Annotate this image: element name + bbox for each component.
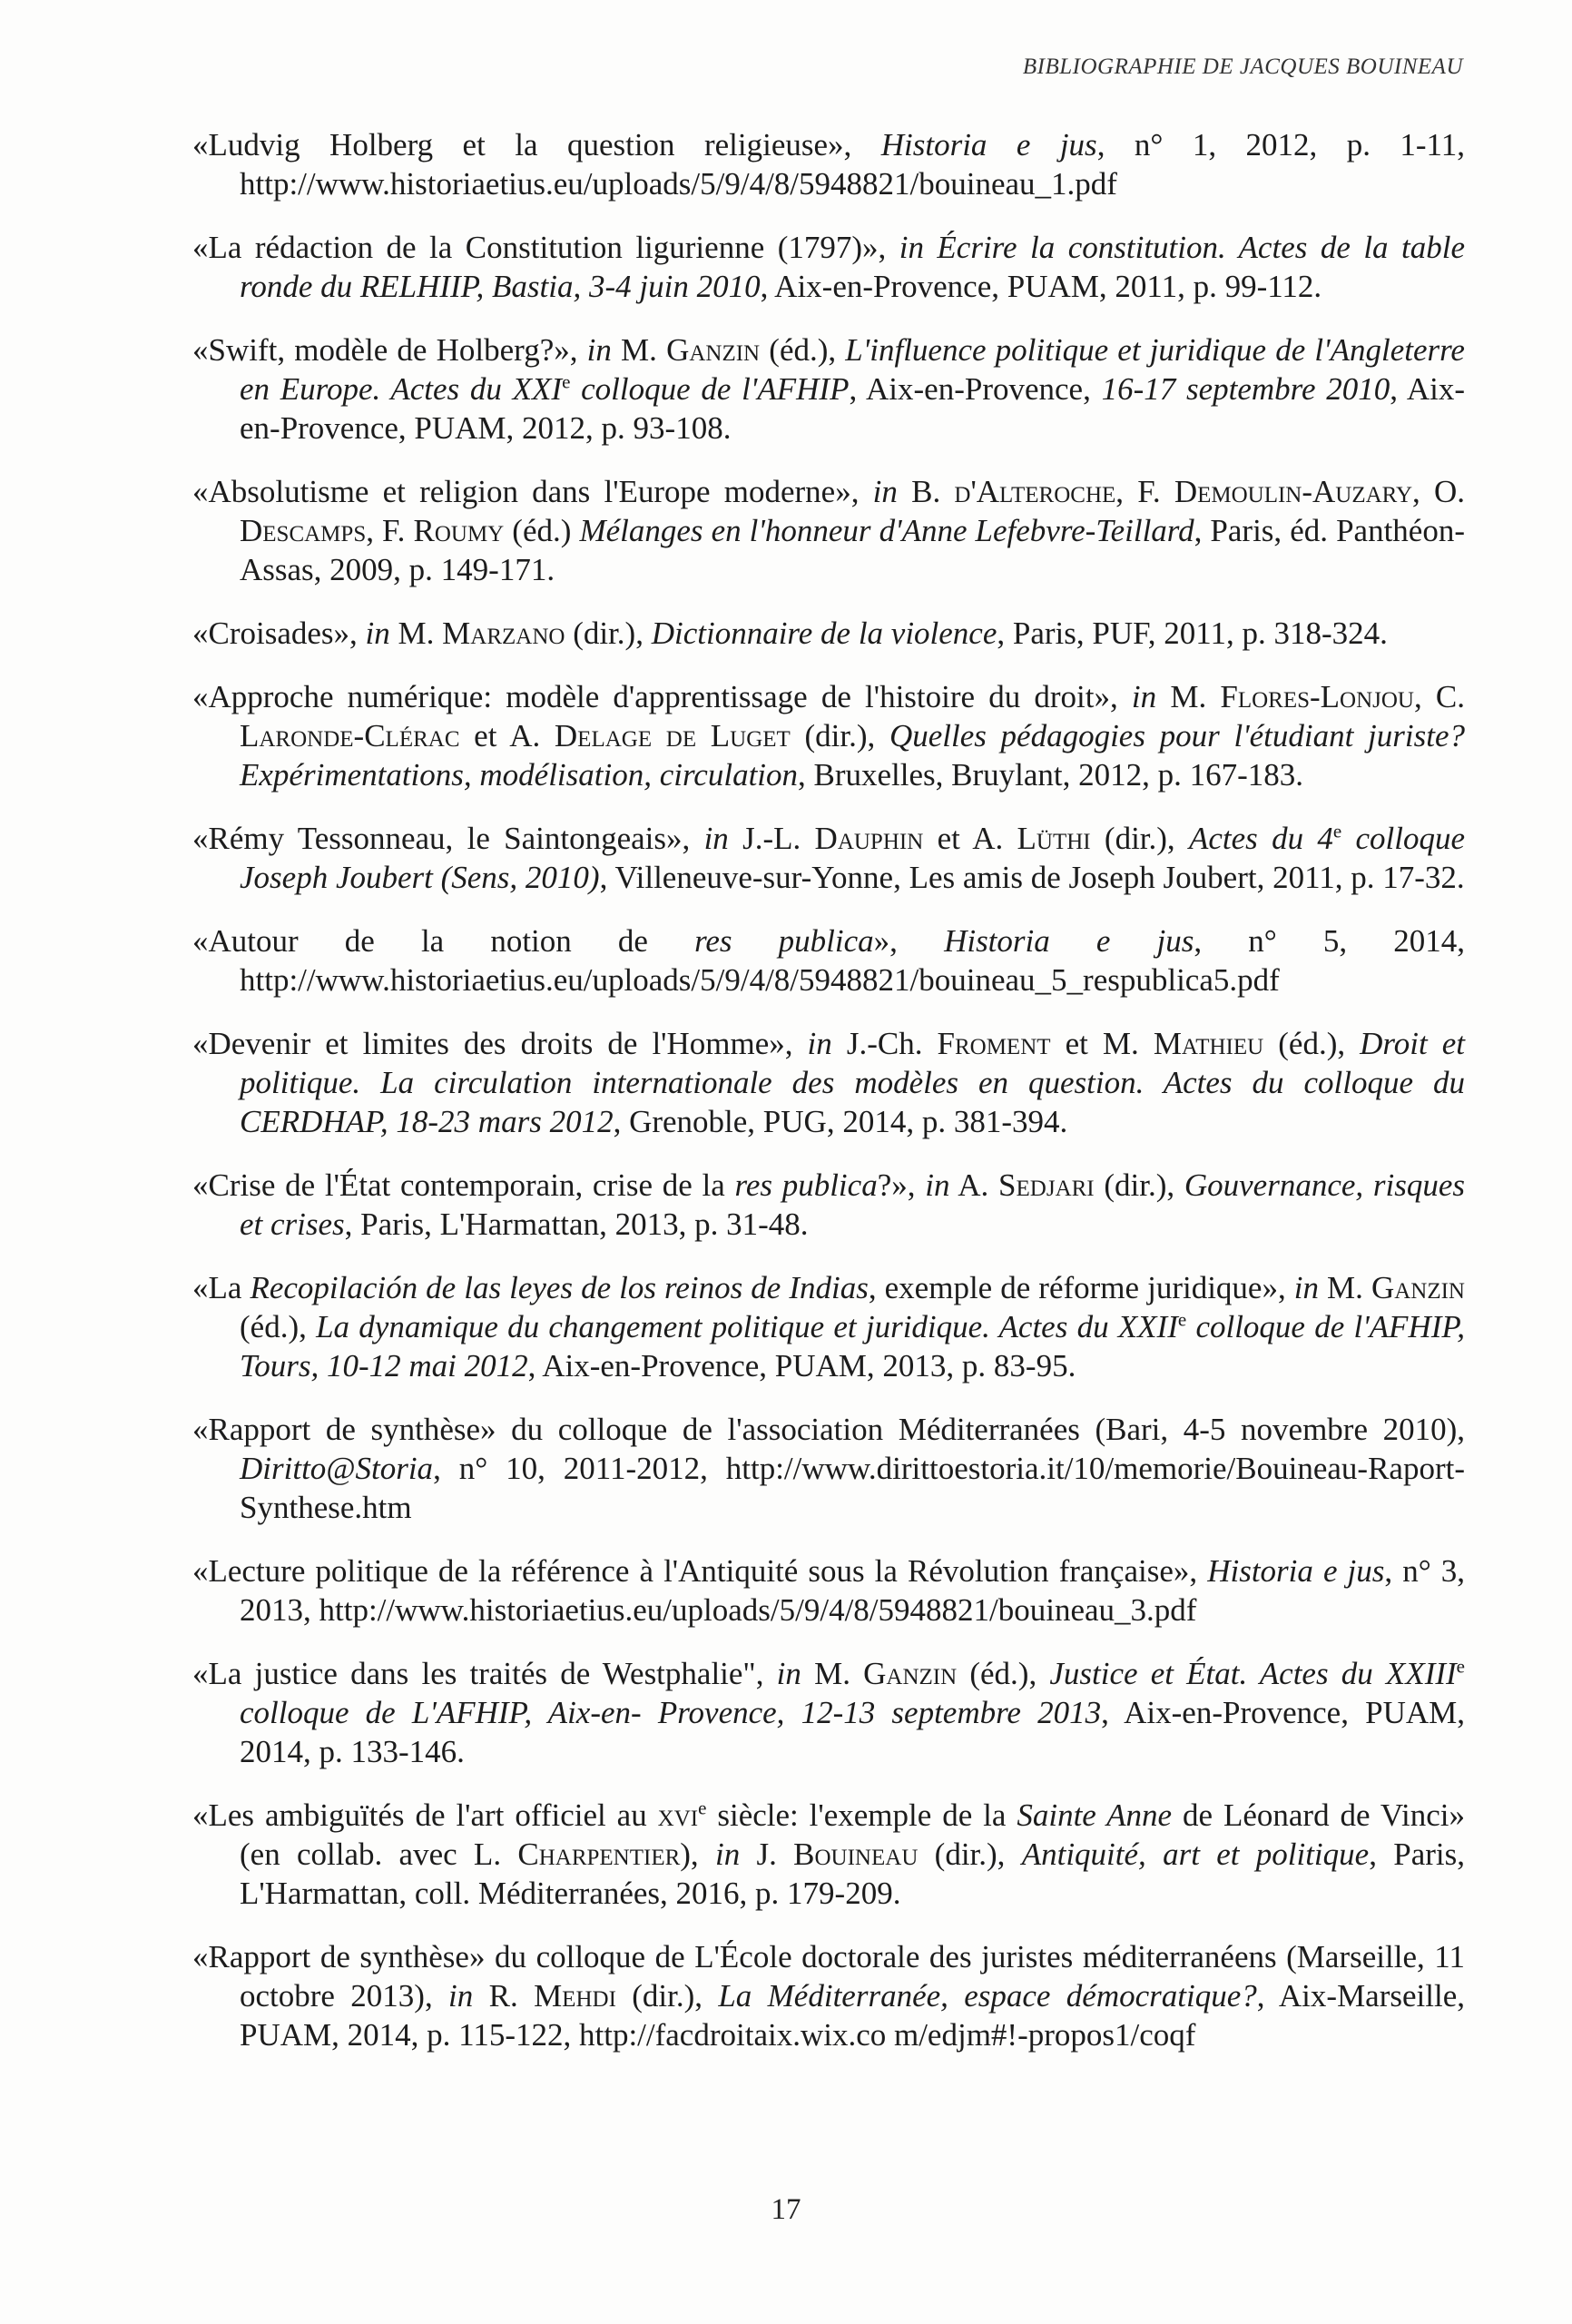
entry-text-segment: , F. bbox=[1115, 474, 1174, 509]
entry-text-segment: Flores-Lonjou bbox=[1220, 679, 1414, 714]
bibliography-entry bbox=[192, 921, 1465, 1000]
entry-text-segment: , Aix-Marseille, PUAM, 2014, p. 115-122, http://facdroitaix.wix.co m/edjm#!-propos1/coqf bbox=[240, 1978, 1465, 2053]
entry-text-segment: , n° 10, 2011-2012, http://www.dirittoestoria.it/10/memorie/Bouineau-Raport-Synthese.htm bbox=[240, 1451, 1465, 1525]
page-number: 17 bbox=[771, 2193, 801, 2226]
entry-text-segment: (dir.), bbox=[565, 615, 652, 651]
entry-text-segment: colloque de l'AFHIP, Tours, 10-12 mai 2012 bbox=[240, 1309, 1465, 1384]
entry-text-segment: «Ludvig Holberg et la question religieuse», bbox=[192, 127, 881, 162]
entry-text-segment: , Grenoble, PUG, 2014, p. 381-394. bbox=[613, 1104, 1068, 1139]
entry-text-segment: , n° 5, 2014, http://www.historiaetius.eu/uploads/5/9/4/8/5948821/bouineau_5_respublica5.pdf bbox=[240, 923, 1466, 998]
entry-text-segment: ?», bbox=[877, 1167, 926, 1203]
entry-text-segment: , n° 1, 2012, p. 1-11, http://www.historiaetius.eu/uploads/5/9/4/8/5948821/bouineau_1.pdf bbox=[240, 127, 1465, 202]
entry-text-segment: et A. bbox=[459, 718, 555, 753]
entry-text-segment: e bbox=[1332, 820, 1342, 842]
entry-text-segment: (éd.), bbox=[760, 332, 846, 368]
entry-text-segment: Historia e jus bbox=[944, 923, 1194, 959]
entry-text-segment: colloque de L'AFHIP, Aix-en- Provence, 12-13 septembre 2013 bbox=[240, 1695, 1102, 1730]
entry-text-segment: colloque Joseph Joubert (Sens, 2010) bbox=[240, 821, 1466, 895]
entry-text-segment: «La justice dans les traités de Westphalie", bbox=[192, 1656, 777, 1691]
entry-text-segment: Diritto@Storia bbox=[240, 1451, 434, 1486]
bibliography-entry bbox=[192, 1654, 1465, 1771]
bibliography-entry bbox=[192, 228, 1465, 306]
entry-text-segment: «La rédaction de la Constitution ligurienne (1797)», bbox=[192, 230, 899, 265]
entry-text-segment: Mélanges en l'honneur d'Anne Lefebvre-Teillard bbox=[579, 513, 1194, 548]
entry-text-segment: , Aix-en-Provence, PUAM, 2013, p. 83-95. bbox=[527, 1348, 1076, 1384]
entry-text-segment: Quelles pédagogies pour l'étudiant juriste? Expérimentations, modélisation, circulation bbox=[240, 718, 1465, 793]
entry-text-segment: et A. bbox=[923, 821, 1017, 856]
entry-text-segment: (dir.), bbox=[918, 1837, 1022, 1872]
entry-text-segment: (dir.), bbox=[790, 718, 889, 753]
entry-text-segment: d'Alteroche bbox=[954, 474, 1116, 509]
entry-text-segment: , O. bbox=[1412, 474, 1465, 509]
entry-text-segment: «Rémy Tessonneau, le Saintongeais», bbox=[192, 821, 704, 856]
entry-text-segment: , F. bbox=[366, 513, 414, 548]
entry-text-segment: (dir.), bbox=[1090, 821, 1189, 856]
entry-text-segment: «Crise de l'État contemporain, crise de la bbox=[192, 1167, 735, 1203]
entry-text-segment: Laronde-Clérac bbox=[240, 718, 460, 753]
entry-text-segment: in Écrire la constitution. Actes de la table ronde du RELHIIP, Bastia, 3-4 juin 2010 bbox=[240, 230, 1465, 304]
entry-text-segment: res publica bbox=[734, 1167, 878, 1203]
entry-text-segment: colloque de l'AFHIP bbox=[570, 371, 850, 407]
entry-text-segment: Lüthi bbox=[1017, 821, 1091, 856]
entry-text-segment: «Lecture politique de la référence à l'Antiquité sous la Révolution française», bbox=[192, 1553, 1208, 1589]
entry-text-segment: , Aix-en-Provence, PUAM, 2014, p. 133-146. bbox=[240, 1695, 1466, 1769]
entry-text-segment: e bbox=[1177, 1308, 1187, 1331]
entry-text-segment: , exemple de réforme juridique», bbox=[868, 1270, 1294, 1305]
entry-text-segment: Demoulin-Auzary bbox=[1174, 474, 1413, 509]
entry-text-segment: in bbox=[365, 615, 390, 651]
entry-text-segment: , Villeneuve-sur-Yonne, Les amis de Joseph Joubert, 2011, p. 17-32. bbox=[599, 860, 1465, 895]
entry-text-segment: e bbox=[562, 370, 571, 393]
entry-text-segment: in bbox=[586, 332, 612, 368]
entry-text-segment: de Léonard de Vinci» (en collab. avec L. bbox=[240, 1797, 1465, 1872]
entry-text-segment: A. bbox=[949, 1167, 999, 1203]
entry-text-segment: R. bbox=[473, 1978, 535, 2014]
entry-text-segment: , Paris, éd. Panthéon-Assas, 2009, p. 149-171. bbox=[240, 513, 1465, 587]
entry-text-segment: , Paris, PUF, 2011, p. 318-324. bbox=[997, 615, 1388, 651]
entry-text-segment: 16-17 septembre 2010 bbox=[1101, 371, 1390, 407]
entry-text-segment: (éd.) bbox=[504, 513, 580, 548]
bibliography-entry bbox=[192, 125, 1465, 203]
entry-text-segment: siècle: l'exemple de la bbox=[706, 1797, 1017, 1833]
entry-text-segment: , n° 3, 2013, http://www.historiaetius.eu/uploads/5/9/4/8/5948821/bouineau_3.pdf bbox=[240, 1553, 1465, 1628]
entry-text-segment: , Aix-en-Provence, PUAM, 2011, p. 99-112. bbox=[760, 269, 1322, 304]
bibliography-entry bbox=[192, 1166, 1465, 1244]
entry-text-segment: Mehdi bbox=[534, 1978, 616, 2014]
entry-text-segment: xvi bbox=[657, 1797, 699, 1833]
bibliography-list bbox=[192, 125, 1465, 2079]
entry-text-segment: Marzano bbox=[442, 615, 565, 651]
entry-text-segment: in bbox=[714, 1837, 741, 1872]
entry-text-segment: Descamps bbox=[240, 513, 367, 548]
entry-text-segment: La Méditerranée, espace démocratique? bbox=[718, 1978, 1257, 2014]
entry-text-segment: B. bbox=[897, 474, 955, 509]
entry-text-segment: Historia e jus bbox=[880, 127, 1097, 162]
entry-text-segment: Froment bbox=[937, 1026, 1051, 1061]
entry-text-segment: «Swift, modèle de Holberg?», bbox=[192, 332, 587, 368]
entry-text-segment: (éd.), bbox=[240, 1309, 317, 1344]
entry-text-segment: «Devenir et limites des droits de l'Homme», bbox=[192, 1026, 808, 1061]
entry-text-segment: «La bbox=[192, 1270, 251, 1305]
entry-text-segment: M. bbox=[1319, 1270, 1371, 1305]
entry-text-segment: «Rapport de synthèse» du colloque de L'École doctorale des juristes méditerranéens (Marseille, 11 octobre 2013), bbox=[192, 1939, 1465, 2014]
entry-text-segment: Antiquité, art et politique bbox=[1021, 1837, 1370, 1872]
entry-text-segment: J. bbox=[740, 1837, 794, 1872]
entry-text-segment: », bbox=[873, 923, 945, 959]
entry-text-segment: Dictionnaire de la violence bbox=[651, 615, 997, 651]
bibliography-entry bbox=[192, 330, 1465, 448]
entry-text-segment: Historia e jus bbox=[1207, 1553, 1385, 1589]
entry-text-segment: in bbox=[703, 821, 729, 856]
entry-text-segment: M. bbox=[801, 1656, 864, 1691]
bibliography-entry bbox=[192, 819, 1465, 897]
entry-text-segment: (éd.), bbox=[1263, 1026, 1361, 1061]
entry-text-segment: Ganzin bbox=[1371, 1270, 1465, 1305]
entry-text-segment: Recopilación de las leyes de los reinos de Indias bbox=[250, 1270, 869, 1305]
entry-text-segment: «Autour de la notion de bbox=[192, 923, 695, 959]
entry-text-segment: Actes du 4 bbox=[1188, 821, 1333, 856]
entry-text-segment: Bouineau bbox=[793, 1837, 919, 1872]
entry-text-segment: Mathieu bbox=[1153, 1026, 1264, 1061]
bibliography-entry bbox=[192, 1410, 1465, 1527]
entry-text-segment: «Rapport de synthèse» du colloque de l'association Méditerranées (Bari, 4-5 novembre 2010), bbox=[192, 1412, 1465, 1447]
entry-text-segment: (dir.), bbox=[615, 1978, 719, 2014]
entry-text-segment: Gouvernance, risques et crises bbox=[240, 1167, 1465, 1242]
entry-text-segment: Roumy bbox=[413, 513, 505, 548]
bibliography-entry bbox=[192, 472, 1465, 589]
bibliography-entry bbox=[192, 1937, 1465, 2054]
entry-text-segment: (dir.), bbox=[1094, 1167, 1184, 1203]
entry-text-segment: «Absolutisme et religion dans l'Europe moderne», bbox=[192, 474, 873, 509]
entry-text-segment: (éd.), bbox=[957, 1656, 1050, 1691]
entry-text-segment: res publica bbox=[694, 923, 874, 959]
entry-text-segment: in bbox=[807, 1026, 832, 1061]
bibliography-entry bbox=[192, 1268, 1465, 1385]
entry-text-segment: Dauphin bbox=[814, 821, 924, 856]
entry-text-segment: «Approche numérique: modèle d'apprentissage de l'histoire du droit», bbox=[192, 679, 1132, 714]
bibliography-entry bbox=[192, 614, 1465, 653]
entry-text-segment: , Bruxelles, Bruylant, 2012, p. 167-183. bbox=[798, 757, 1304, 793]
entry-text-segment: La dynamique du changement politique et juridique. Actes du XXII bbox=[316, 1309, 1178, 1344]
entry-text-segment: Sainte Anne bbox=[1017, 1797, 1173, 1833]
entry-text-segment: M. bbox=[1156, 679, 1221, 714]
entry-text-segment: in bbox=[872, 474, 898, 509]
entry-text-segment: e bbox=[1456, 1655, 1465, 1678]
bibliography-entry bbox=[192, 677, 1465, 794]
entry-text-segment: in bbox=[776, 1656, 801, 1691]
entry-text-segment: Charpentier bbox=[517, 1837, 681, 1872]
entry-text-segment: J.-Ch. bbox=[831, 1026, 938, 1061]
running-header: BIBLIOGRAPHIE DE JACQUES BOUINEAU bbox=[1022, 54, 1463, 79]
entry-text-segment: in bbox=[1293, 1270, 1319, 1305]
entry-text-segment: Sedjari bbox=[998, 1167, 1095, 1203]
entry-text-segment: , Aix-en-Provence, bbox=[849, 371, 1102, 407]
entry-text-segment: e bbox=[698, 1797, 707, 1819]
entry-text-segment: in bbox=[448, 1978, 474, 2014]
entry-text-segment: ), bbox=[680, 1837, 715, 1872]
entry-text-segment: L'influence politique et juridique de l'Angleterre en Europe. Actes du XXI bbox=[240, 332, 1465, 407]
entry-text-segment: in bbox=[1131, 679, 1157, 714]
entry-text-segment: , Paris, L'Harmattan, 2013, p. 31-48. bbox=[344, 1206, 809, 1242]
entry-text-segment: in bbox=[925, 1167, 950, 1203]
entry-text-segment: «Croisades», bbox=[192, 615, 366, 651]
entry-text-segment: M. bbox=[389, 615, 443, 651]
entry-text-segment: J.-L. bbox=[728, 821, 815, 856]
entry-text-segment: Droit et politique. La circulation internationale des modèles en question. Actes du colloque du CERDHAP, 18-23 mars 2012 bbox=[240, 1026, 1465, 1139]
entry-text-segment: , Paris, L'Harmattan, coll. Méditerranées, 2016, p. 179-209. bbox=[240, 1837, 1465, 1911]
entry-text-segment: M. bbox=[611, 332, 667, 368]
entry-text-segment: Ganzin bbox=[863, 1656, 958, 1691]
bibliography-entry bbox=[192, 1796, 1465, 1913]
entry-text-segment: «Les ambiguïtés de l'art officiel au bbox=[192, 1797, 658, 1833]
entry-text-segment: , Aix-en-Provence, PUAM, 2012, p. 93-108. bbox=[240, 371, 1465, 446]
entry-text-segment: Ganzin bbox=[666, 332, 761, 368]
entry-text-segment: et M. bbox=[1050, 1026, 1154, 1061]
bibliography-entry bbox=[192, 1551, 1465, 1630]
entry-text-segment: Justice et État. Actes du XXIII bbox=[1049, 1656, 1457, 1691]
entry-text-segment: Delage de Luget bbox=[554, 718, 791, 753]
entry-text-segment: , C. bbox=[1413, 679, 1465, 714]
bibliography-entry bbox=[192, 1024, 1465, 1141]
